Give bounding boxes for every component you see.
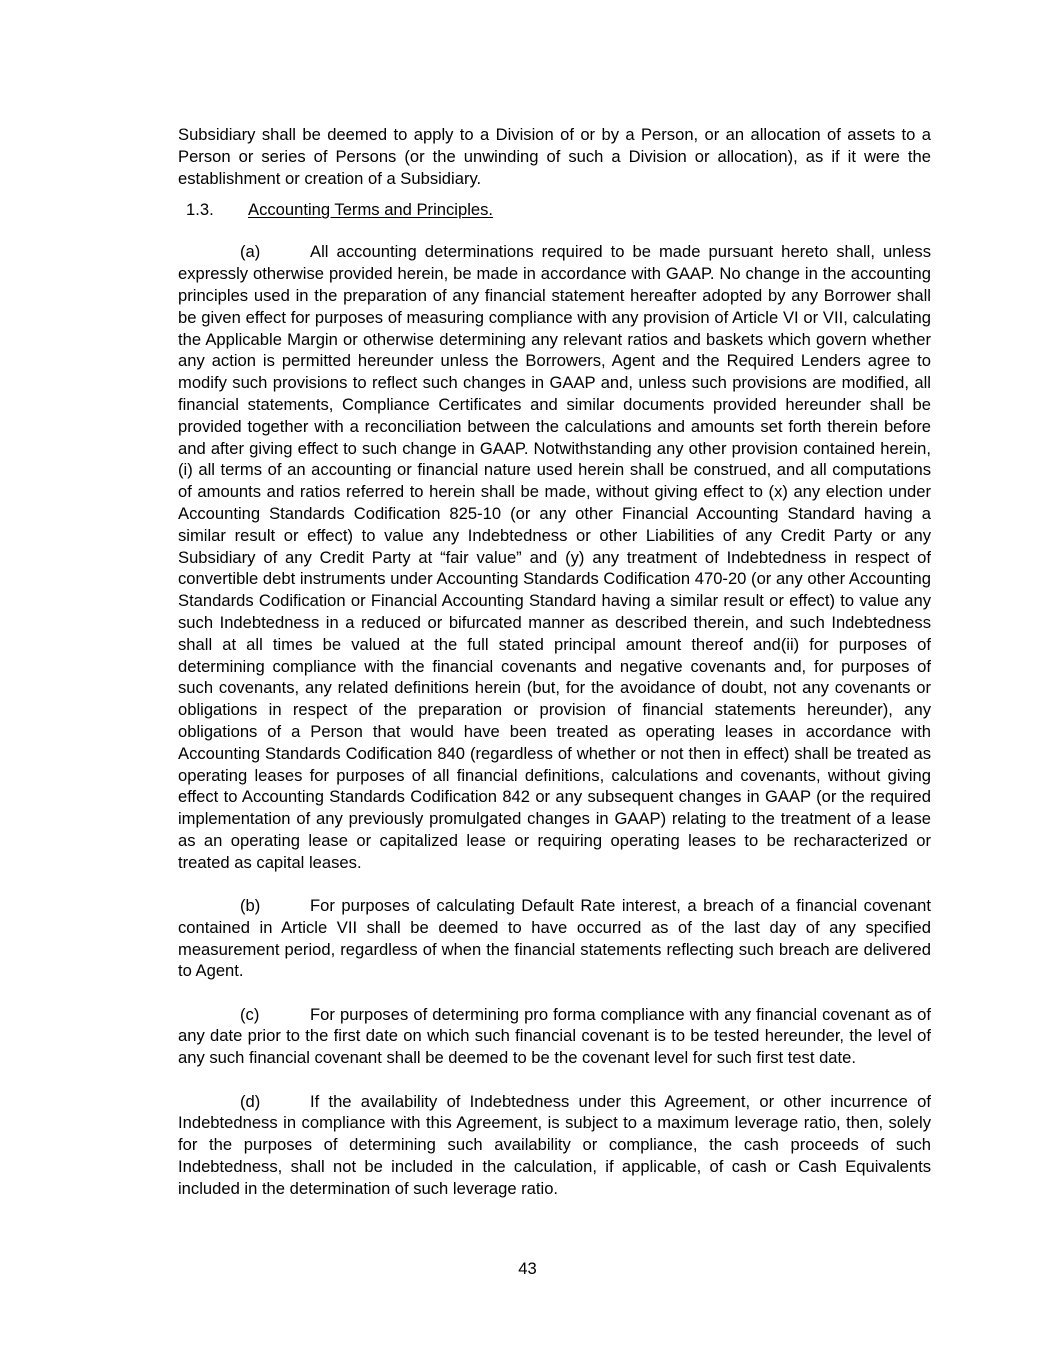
subsection-text: For purposes of determining pro forma compliance with any financial covenant as of any date prior to the first date on which such financial covenant is to be tested hereunder, the level of any such financial covenant shall be deemed to be the covenant level for such first test date. <box>178 1004 931 1068</box>
subsection-label: (d) <box>240 1091 261 1111</box>
section-heading <box>178 199 931 221</box>
subsection-label: (c) <box>240 1004 260 1024</box>
subsection-d <box>178 1091 931 1200</box>
section-title: Accounting Terms and Principles. <box>248 200 494 220</box>
section-number: 1.3. <box>186 200 214 220</box>
subsection-text: All accounting determinations required to be made pursuant hereto shall, unless expressly otherwise provided herein, be made in accordance with GAAP. No change in the accounting principles used in the preparation of any financial statement hereafter adopted by any Borrower shall be given effect for purposes of measuring compliance with any provision of Article VI or VII, calculating the Applicable Margin or otherwise determining any relevant ratios and baskets which govern whether any action is permitted hereunder unless the Borrowers, Agent and the Required Lenders agree to modify such provisions to reflect such changes in GAAP and, unless such provisions are modified, all financial statements, Compliance Certificates and similar documents provided hereunder shall be provided together with a reconciliation between the calculations and amounts set forth therein before and after giving effect to such change in GAAP. Notwithstanding any other provision contained herein, (i) all terms of an accounting or financial nature used herein shall be construed, and all computations of amounts and ratios referred to herein shall be made, without giving effect to (x) any election under Accounting Standards Codification 825-10 (or any other Financial Accounting Standard having a similar result or effect) to value any Indebtedness or other Liabilities of any Credit Party or any Subsidiary of any Credit Party at “fair value” and (y) any treatment of Indebtedness in respect of convertible debt instruments under Accounting Standards Codification 470-20 (or any other Accounting Standards Codification or Financial Accounting Standard having a similar result or effect) to value any such Indebtedness in a reduced or bifurcated manner as described therein, and such Indebtedness shall at all times be valued at the full stated principal amount thereof and(ii) for purposes of determining compliance with the financial covenants and negative covenants and, for purposes of such covenants, any related definitions herein (but, for the avoidance of doubt, not any covenants or obligations in respect of the preparation or provision of financial statements hereunder), any obligations of a Person that would have been treated as operating leases in accordance with Accounting Standards Codification 840 (regardless of whether or not then in effect) shall be treated as operating leases for purposes of all financial definitions, calculations and covenants, without giving effect to Accounting Standards Codification 842 or any subsequent changes in GAAP (or the required implementation of any previously promulgated changes in GAAP) relating to the treatment of a lease as an operating lease or capitalized lease or requiring operating leases to be recharacterized or treated as capital leases. <box>178 242 931 872</box>
document-page <box>178 124 931 1200</box>
subsection-b <box>178 895 931 982</box>
subsection-c <box>178 1004 931 1069</box>
subsection-label: (b) <box>240 896 261 915</box>
subsection-label: (a) <box>240 242 261 262</box>
subsection-text: For purposes of calculating Default Rate interest, a breach of a financial covenant contained in Article VII shall be deemed to have occurred as of the last day of any specified measurement period, regardless of when the financial statements reflecting such breach are delivered to Agent. <box>178 896 931 981</box>
subsection-text: If the availability of Indebtedness under this Agreement, or other incurrence of Indebtedness in compliance with this Agreement, is subject to a maximum leverage ratio, then, solely for the purposes of determining such availability or compliance, the cash proceeds of such Indebtedness, shall not be included in the calculation, if applicable, of cash or Cash Equivalents included in the determination of such leverage ratio. <box>178 1091 931 1198</box>
subsection-a <box>178 241 931 873</box>
page-number: 43 <box>518 1259 537 1278</box>
intro-paragraph: Subsidiary shall be deemed to apply to a Division of or by a Person, or an allocation of assets to a Person or series of Persons (or the unwinding of such a Division or allocation), as if it were the establishment or creation of a Subsidiary. <box>178 125 931 188</box>
